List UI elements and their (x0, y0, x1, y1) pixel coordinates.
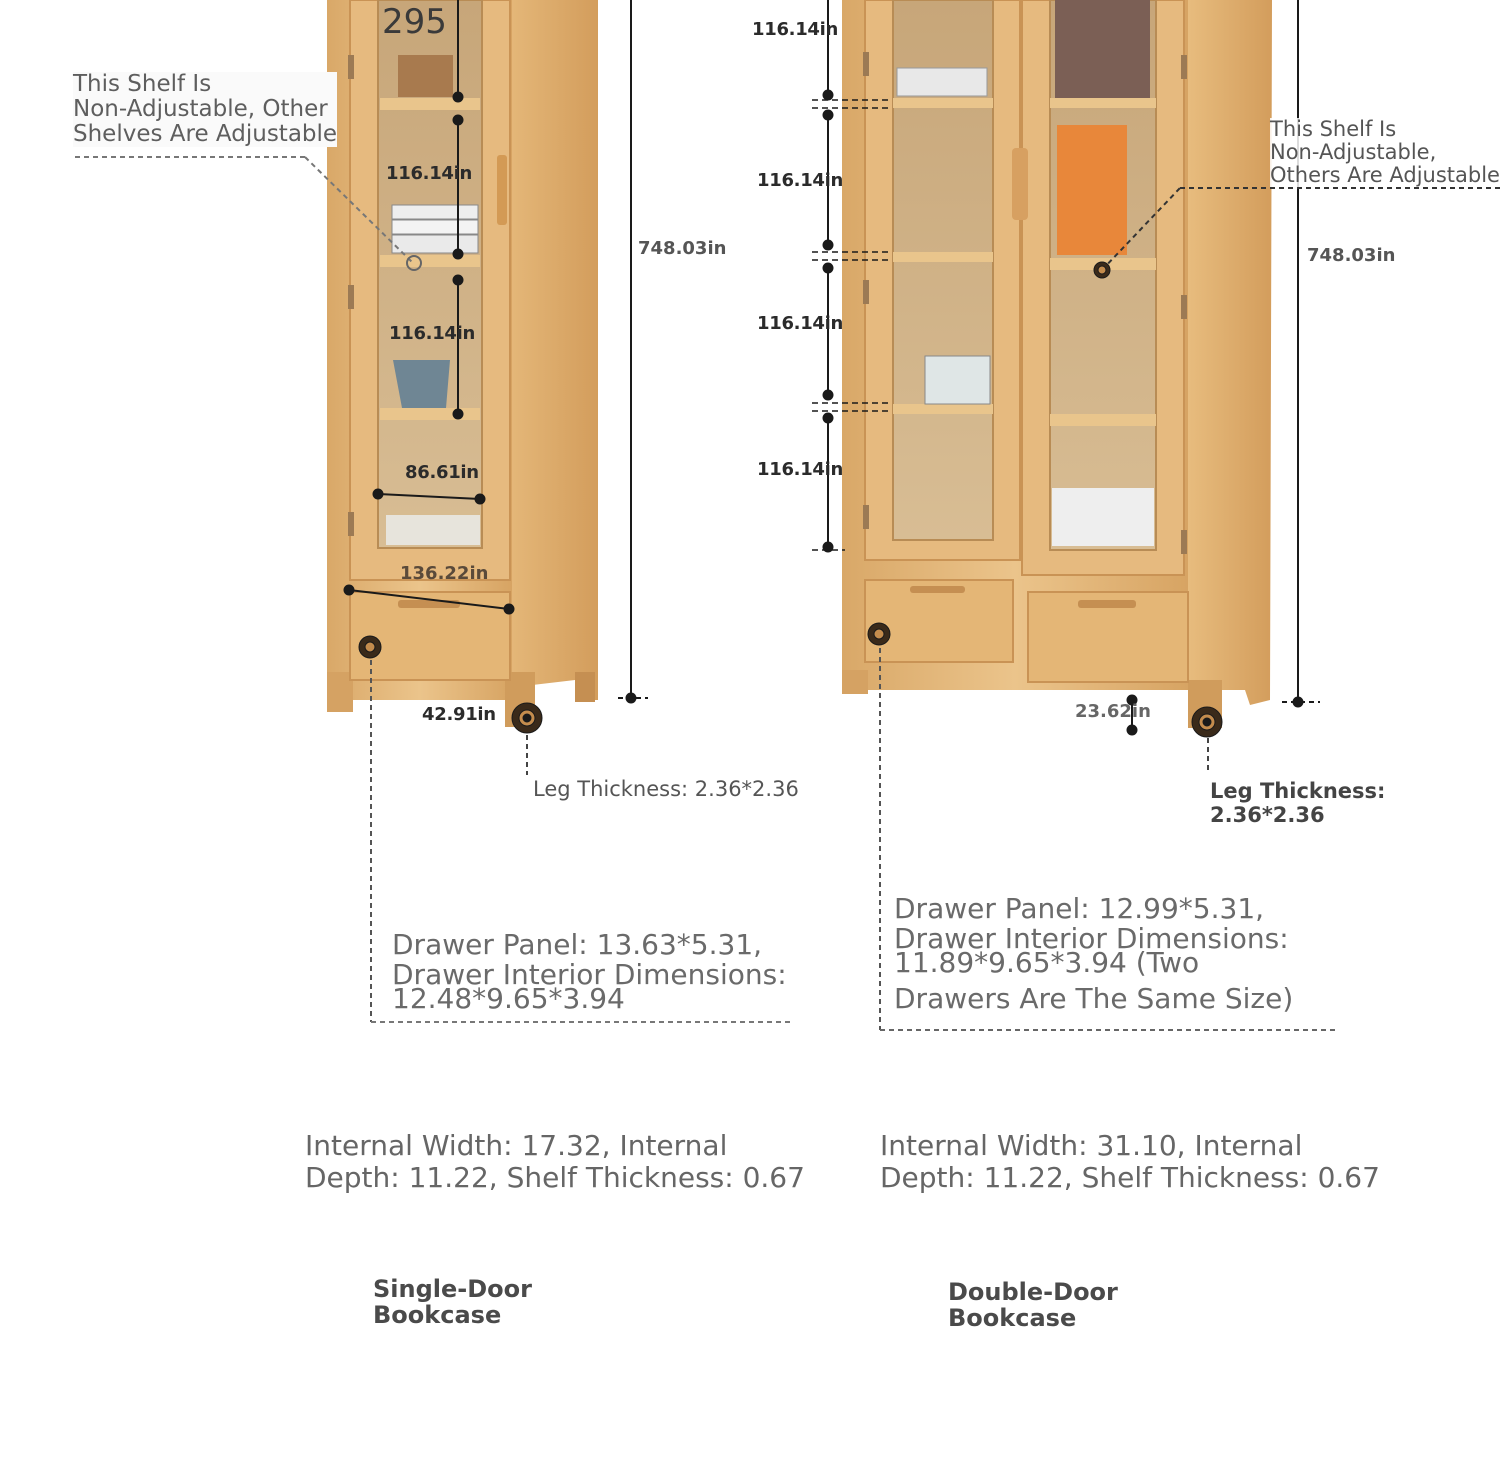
double-hinge (863, 52, 869, 76)
double-drawer-note-line: Drawer Interior Dimensions: (894, 922, 1289, 955)
double-leg-left (842, 670, 868, 694)
single-bookcase (327, 0, 598, 727)
double-books-stack (925, 356, 990, 404)
single-hinge (348, 55, 354, 79)
single-shelf-gap-1: 116.14in (386, 163, 473, 184)
double-hinge (1181, 295, 1187, 319)
single-shelf (380, 98, 480, 110)
single-height: 748.03in (638, 238, 727, 259)
double-internal-note (880, 1130, 1380, 1194)
double-drawer-note-line: Drawer Panel: 12.99*5.31, (894, 892, 1265, 925)
double-height: 748.03in (1307, 245, 1396, 266)
single-box (398, 55, 453, 97)
double-shelf-note-line: This Shelf Is (1270, 117, 1397, 141)
single-shelf-note-line: Shelves Are Adjustable (73, 121, 338, 147)
double-shelf-gap-3: 116.14in (757, 313, 844, 334)
double-shelf (893, 252, 993, 262)
double-drawer-note-line: Drawers Are The Same Size) (894, 982, 1294, 1015)
double-internal-note-line: Depth: 11.22, Shelf Thickness: 0.67 (880, 1161, 1380, 1194)
double-shelf (893, 98, 993, 108)
single-shelf (380, 255, 480, 267)
double-side-panel (1185, 0, 1272, 705)
single-mug (393, 360, 450, 408)
double-shelf-gap-1: 116.14in (752, 19, 839, 40)
double-door-pull (1012, 148, 1028, 220)
double-hinge (1181, 530, 1187, 554)
double-bookcase (842, 0, 1272, 728)
single-hinge (348, 285, 354, 309)
single-basket (386, 515, 480, 545)
double-drawer-note (894, 894, 1293, 1014)
single-internal-note-line: Internal Width: 17.32, Internal (305, 1129, 728, 1162)
double-hinge (863, 505, 869, 529)
single-caption (373, 1276, 532, 1328)
single-shelf-note-line: Non-Adjustable, Other (73, 96, 328, 122)
double-drawer-handle (1078, 600, 1136, 608)
single-depth: 42.91in (422, 704, 496, 725)
single-drawer-note (392, 930, 787, 1014)
double-books-white (897, 68, 987, 96)
double-shelf (893, 404, 993, 414)
double-shelf-note-line: Others Are Adjustable (1270, 163, 1500, 187)
double-leg-thickness: Leg Thickness: 2.36*2.36 (1210, 779, 1386, 827)
single-leg-thickness: Leg Thickness: 2.36*2.36 (533, 777, 799, 801)
double-drawer-handle (910, 586, 965, 593)
double-shelf-note-line: Non-Adjustable, (1270, 140, 1437, 164)
double-shelf (1050, 414, 1156, 426)
double-leg-height: 23.62in (1075, 701, 1151, 722)
single-drawer-note-line: 12.48*9.65*3.94 (392, 982, 625, 1015)
double-shelf (1050, 98, 1156, 108)
single-internal-note (305, 1130, 805, 1194)
single-shelf-note (73, 72, 337, 147)
double-caption-line: Bookcase (948, 1304, 1077, 1332)
single-internal-note-line: Depth: 11.22, Shelf Thickness: 0.67 (305, 1161, 805, 1194)
single-door-pull (497, 155, 507, 225)
double-shelf-gap-4: 116.14in (757, 459, 844, 480)
double-drawer-note-line: 11.89*9.65*3.94 (Two (894, 946, 1200, 979)
single-label-295: 295 (382, 2, 447, 42)
single-hinge (348, 512, 354, 536)
double-hinge (863, 280, 869, 304)
single-inner-width: 86.61in (405, 462, 479, 483)
single-leg-back (575, 672, 595, 702)
double-caption (948, 1279, 1118, 1331)
single-caption-line: Bookcase (373, 1301, 502, 1329)
single-width: 136.22in (400, 563, 489, 584)
double-books-top (1055, 0, 1150, 98)
single-drawer-note-line: Drawer Interior Dimensions: (392, 958, 787, 991)
double-hinge (1181, 55, 1187, 79)
single-books (392, 205, 478, 219)
single-caption-line: Single-Door (373, 1275, 532, 1303)
double-caption-line: Double-Door (948, 1278, 1118, 1306)
single-shelf-note-line: This Shelf Is (73, 71, 212, 97)
single-shelf-gap-2: 116.14in (389, 323, 476, 344)
single-books (392, 220, 478, 234)
single-books (392, 235, 478, 253)
single-shelf (380, 408, 480, 420)
double-basket (1052, 488, 1154, 546)
single-drawer-note-line: Drawer Panel: 13.63*5.31, (392, 928, 763, 961)
double-books-orange (1057, 125, 1127, 255)
double-shelf-gap-2: 116.14in (757, 170, 844, 191)
double-shelf-note (1270, 118, 1500, 187)
double-internal-note-line: Internal Width: 31.10, Internal (880, 1129, 1303, 1162)
